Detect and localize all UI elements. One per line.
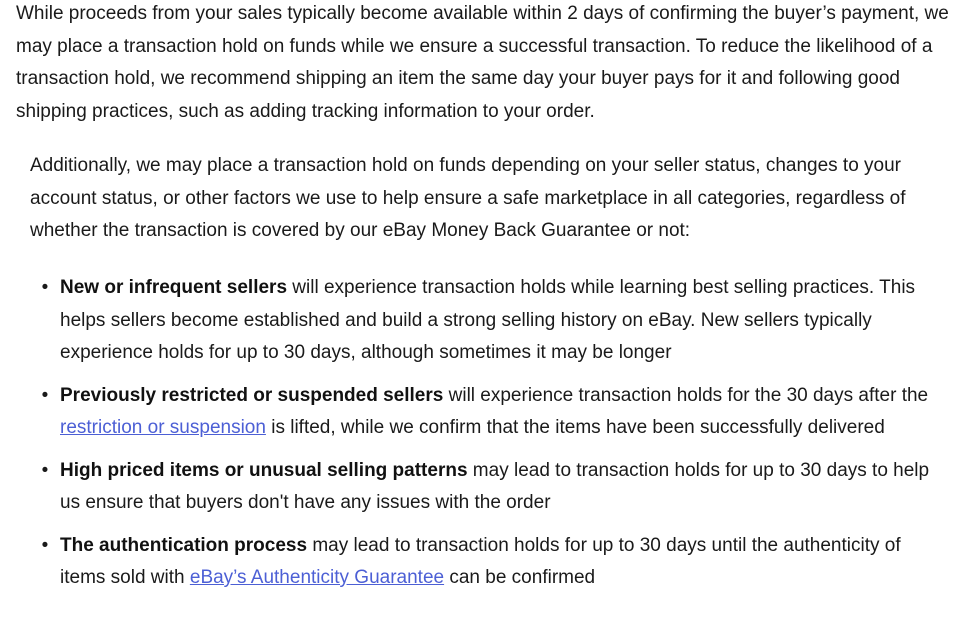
intro-paragraph: While proceeds from your sales typically become available within 2 days of confirming the buyer’s payment, we may place a transaction hold on funds while we ensure a successful transaction. To reduce the likelihood of a transaction hold, we recommend shipping an item the same day your buyer pays for it and following good shipping practices, such as adding tracking information to your order. — [16, 3, 949, 122]
bullet-icon: • — [41, 277, 49, 298]
additional-paragraph: Additionally, we may place a transaction hold on funds depending on your seller status, changes to your account status, or other factors we use to help ensure a safe marketplace in all categories, regardless of whether the transaction is covered by our eBay Money Back Guarantee or not: — [30, 155, 906, 241]
restriction-suspension-link[interactable]: restriction or suspension — [60, 417, 266, 438]
item-text: may lead to transaction holds for up to 30 days to help us ensure that buyers don't have any issues with the order — [60, 459, 930, 513]
list-item-new-sellers — [0, 272, 959, 370]
item-text: can be confirmed — [444, 567, 596, 588]
transaction-hold-list — [0, 272, 959, 605]
list-item-high-priced — [0, 455, 959, 520]
bullet-icon: • — [41, 384, 49, 406]
bullet-icon: • — [41, 534, 49, 556]
list-item-authentication — [0, 530, 959, 595]
authenticity-guarantee-link[interactable]: eBay’s Authenticity Guarantee — [189, 567, 445, 588]
item-text: may lead to transaction holds for up to 30 days until the authenticity of items sold with — [60, 534, 901, 588]
item-heading: The authentication process — [60, 534, 308, 556]
item-heading: High priced items or unusual selling patterns — [60, 459, 468, 481]
item-text: is lifted, while we confirm that the items have been successfully delivered — [265, 417, 885, 438]
item-text: will experience transaction holds while learning best selling practices. This helps sellers become established and build a strong selling history on eBay. New sellers typically experience holds for up to 30 days, although sometimes it may be longer — [60, 277, 916, 363]
item-heading: New or infrequent sellers — [60, 277, 288, 298]
item-heading: Previously restricted or suspended sellers — [60, 384, 444, 406]
item-text: will experience transaction holds for the 30 days after the — [443, 384, 929, 406]
list-item-restricted-sellers — [0, 380, 959, 445]
bullet-icon: • — [41, 459, 49, 481]
